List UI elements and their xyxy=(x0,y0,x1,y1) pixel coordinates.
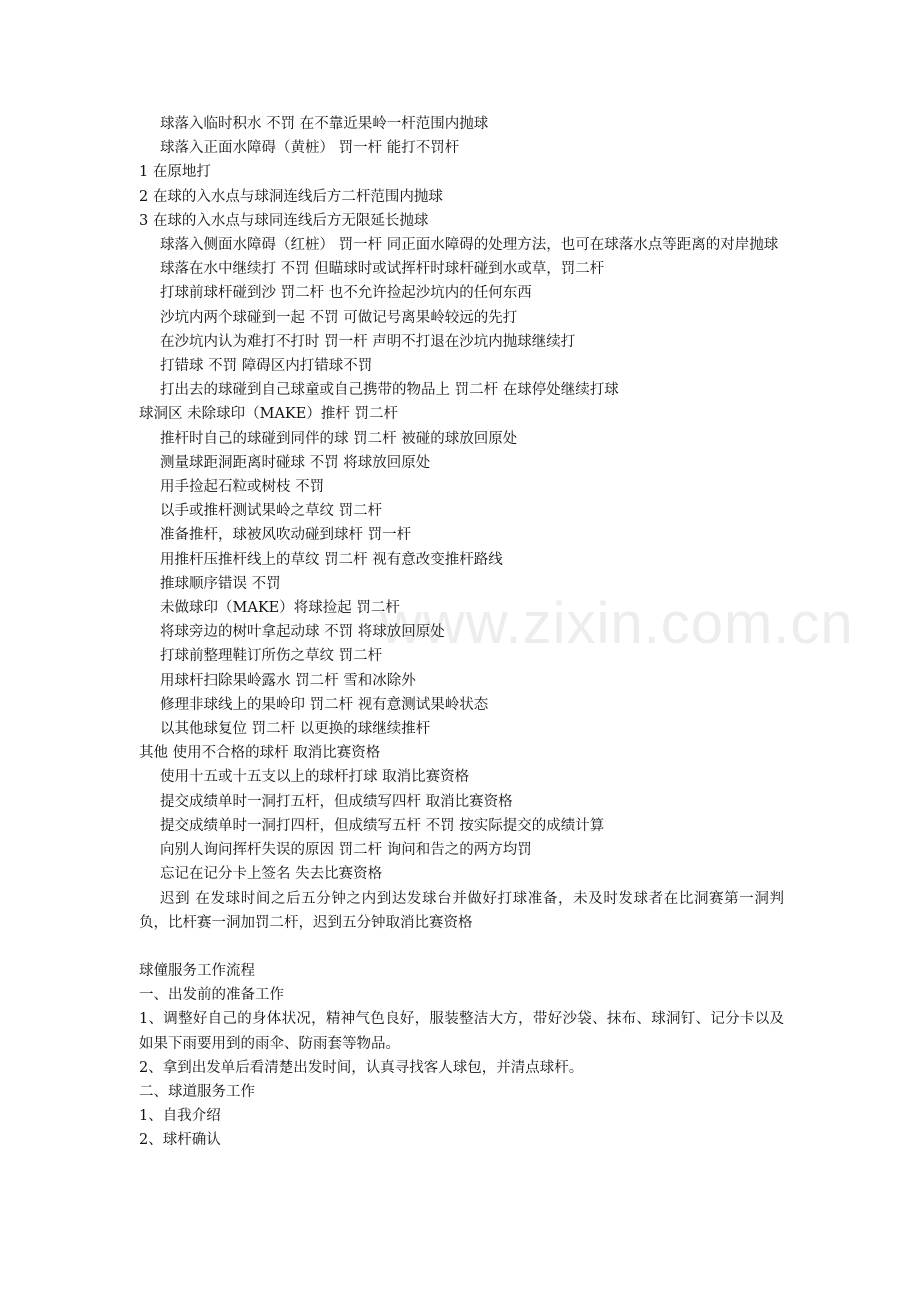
text-line: 提交成绩单时一洞打四杆，但成绩写五杆 不罚 按实际提交的成绩计算 xyxy=(160,817,605,834)
text-line: 打球前球杆碰到沙 罚二杆 也不允许捡起沙坑内的任何东西 xyxy=(160,285,532,302)
text-line: 球落在水中继续打 不罚 但瞄球时或试挥杆时球杆碰到水或草，罚二杆 xyxy=(160,261,605,278)
text-line: 推杆时自己的球碰到同伴的球 罚二杆 被碰的球放回原处 xyxy=(160,430,518,447)
text-line: 将球旁边的树叶拿起动球 不罚 将球放回原处 xyxy=(160,624,445,641)
text-line: 用推杆压推杆线上的草纹 罚二杆 视有意改变推杆路线 xyxy=(160,551,503,568)
text-line: 2 在球的入水点与球洞连线后方二杆范围内抛球 xyxy=(139,188,443,205)
text-line: 迟到 在发球时间之后五分钟之内到达发球台并做好打球准备，未及时发球者在比洞赛第一洞判负，比杆赛一洞加罚二杆，迟到五分钟取消比赛资格 xyxy=(139,890,784,931)
text-line: 提交成绩单时一洞打五杆，但成绩写四杆 取消比赛资格 xyxy=(160,793,513,810)
text-line: 球僮服务工作流程 xyxy=(139,962,255,979)
text-line: 3 在球的入水点与球同连线后方无限延长抛球 xyxy=(139,212,429,229)
text-line: 忘记在记分卡上签名 失去比赛资格 xyxy=(160,866,383,883)
text-line: 球落入正面水障碍（黄桩） 罚一杆 能打不罚杆 xyxy=(160,140,460,157)
document-body xyxy=(139,112,784,1153)
text-line: 打球前整理鞋订所伤之草纹 罚二杆 xyxy=(160,648,383,665)
text-line: 以其他球复位 罚二杆 以更换的球继续推杆 xyxy=(160,721,431,738)
text-line: 以手或推杆测试果岭之草纹 罚二杆 xyxy=(160,503,383,520)
text-line: 用球杆扫除果岭露水 罚二杆 雪和冰除外 xyxy=(160,672,416,689)
text-line: 球洞区 未除球印（MAKE）推杆 罚二杆 xyxy=(139,406,398,423)
text-line: 其他 使用不合格的球杆 取消比赛资格 xyxy=(139,745,381,762)
watermark: www.zixin.com.cn xyxy=(380,591,854,656)
text-line: 球落入侧面水障碍（红桩） 罚一杆 同正面水障碍的处理方法，也可在球落水点等距离的对岸抛球 xyxy=(160,237,779,254)
text-line: 2、球杆确认 xyxy=(139,1132,221,1149)
text-line: 1、自我介绍 xyxy=(139,1108,221,1125)
text-line: 向别人询问挥杆失误的原因 罚二杆 询问和告之的两方均罚 xyxy=(160,842,532,859)
text-line: 1、调整好自己的身体状况，精神气色良好，服装整洁大方，带好沙袋、抹布、球洞钉、记分卡以及如果下雨要用到的雨伞、防雨套等物品。 xyxy=(139,1011,784,1052)
text-line: 在沙坑内认为难打不打时 罚一杆 声明不打退在沙坑内抛球继续打 xyxy=(160,333,576,350)
text-line: 使用十五或十五支以上的球杆打球 取消比赛资格 xyxy=(160,769,470,786)
text-line: 未做球印（MAKE）将球捡起 罚二杆 xyxy=(160,600,400,617)
text-line: 推球顺序错误 不罚 xyxy=(160,575,281,592)
text-line: 1 在原地打 xyxy=(139,164,211,181)
text-line: 球落入临时积水 不罚 在不靠近果岭一杆范围内抛球 xyxy=(160,116,489,132)
text-line: 打出去的球碰到自己球童或自己携带的物品上 罚二杆 在球停处继续打球 xyxy=(160,382,619,399)
text-line: 二、球道服务工作 xyxy=(139,1083,255,1100)
text-line: 2、拿到出发单后看清楚出发时间，认真寻找客人球包，并清点球杆。 xyxy=(139,1059,584,1076)
blank-line xyxy=(139,935,784,959)
text-line: 修理非球线上的果岭印 罚二杆 视有意测试果岭状态 xyxy=(160,696,489,713)
text-line: 用手捡起石粒或树枝 不罚 xyxy=(160,479,325,496)
text-line: 沙坑内两个球碰到一起 不罚 可做记号离果岭较远的先打 xyxy=(160,309,518,326)
text-line: 准备推杆，球被风吹动碰到球杆 罚一杆 xyxy=(160,527,412,544)
text-line: 测量球距洞距离时碰球 不罚 将球放回原处 xyxy=(160,454,431,471)
text-line: 打错球 不罚 障碍区内打错球不罚 xyxy=(160,358,373,375)
text-line: 一、出发前的准备工作 xyxy=(139,987,284,1004)
